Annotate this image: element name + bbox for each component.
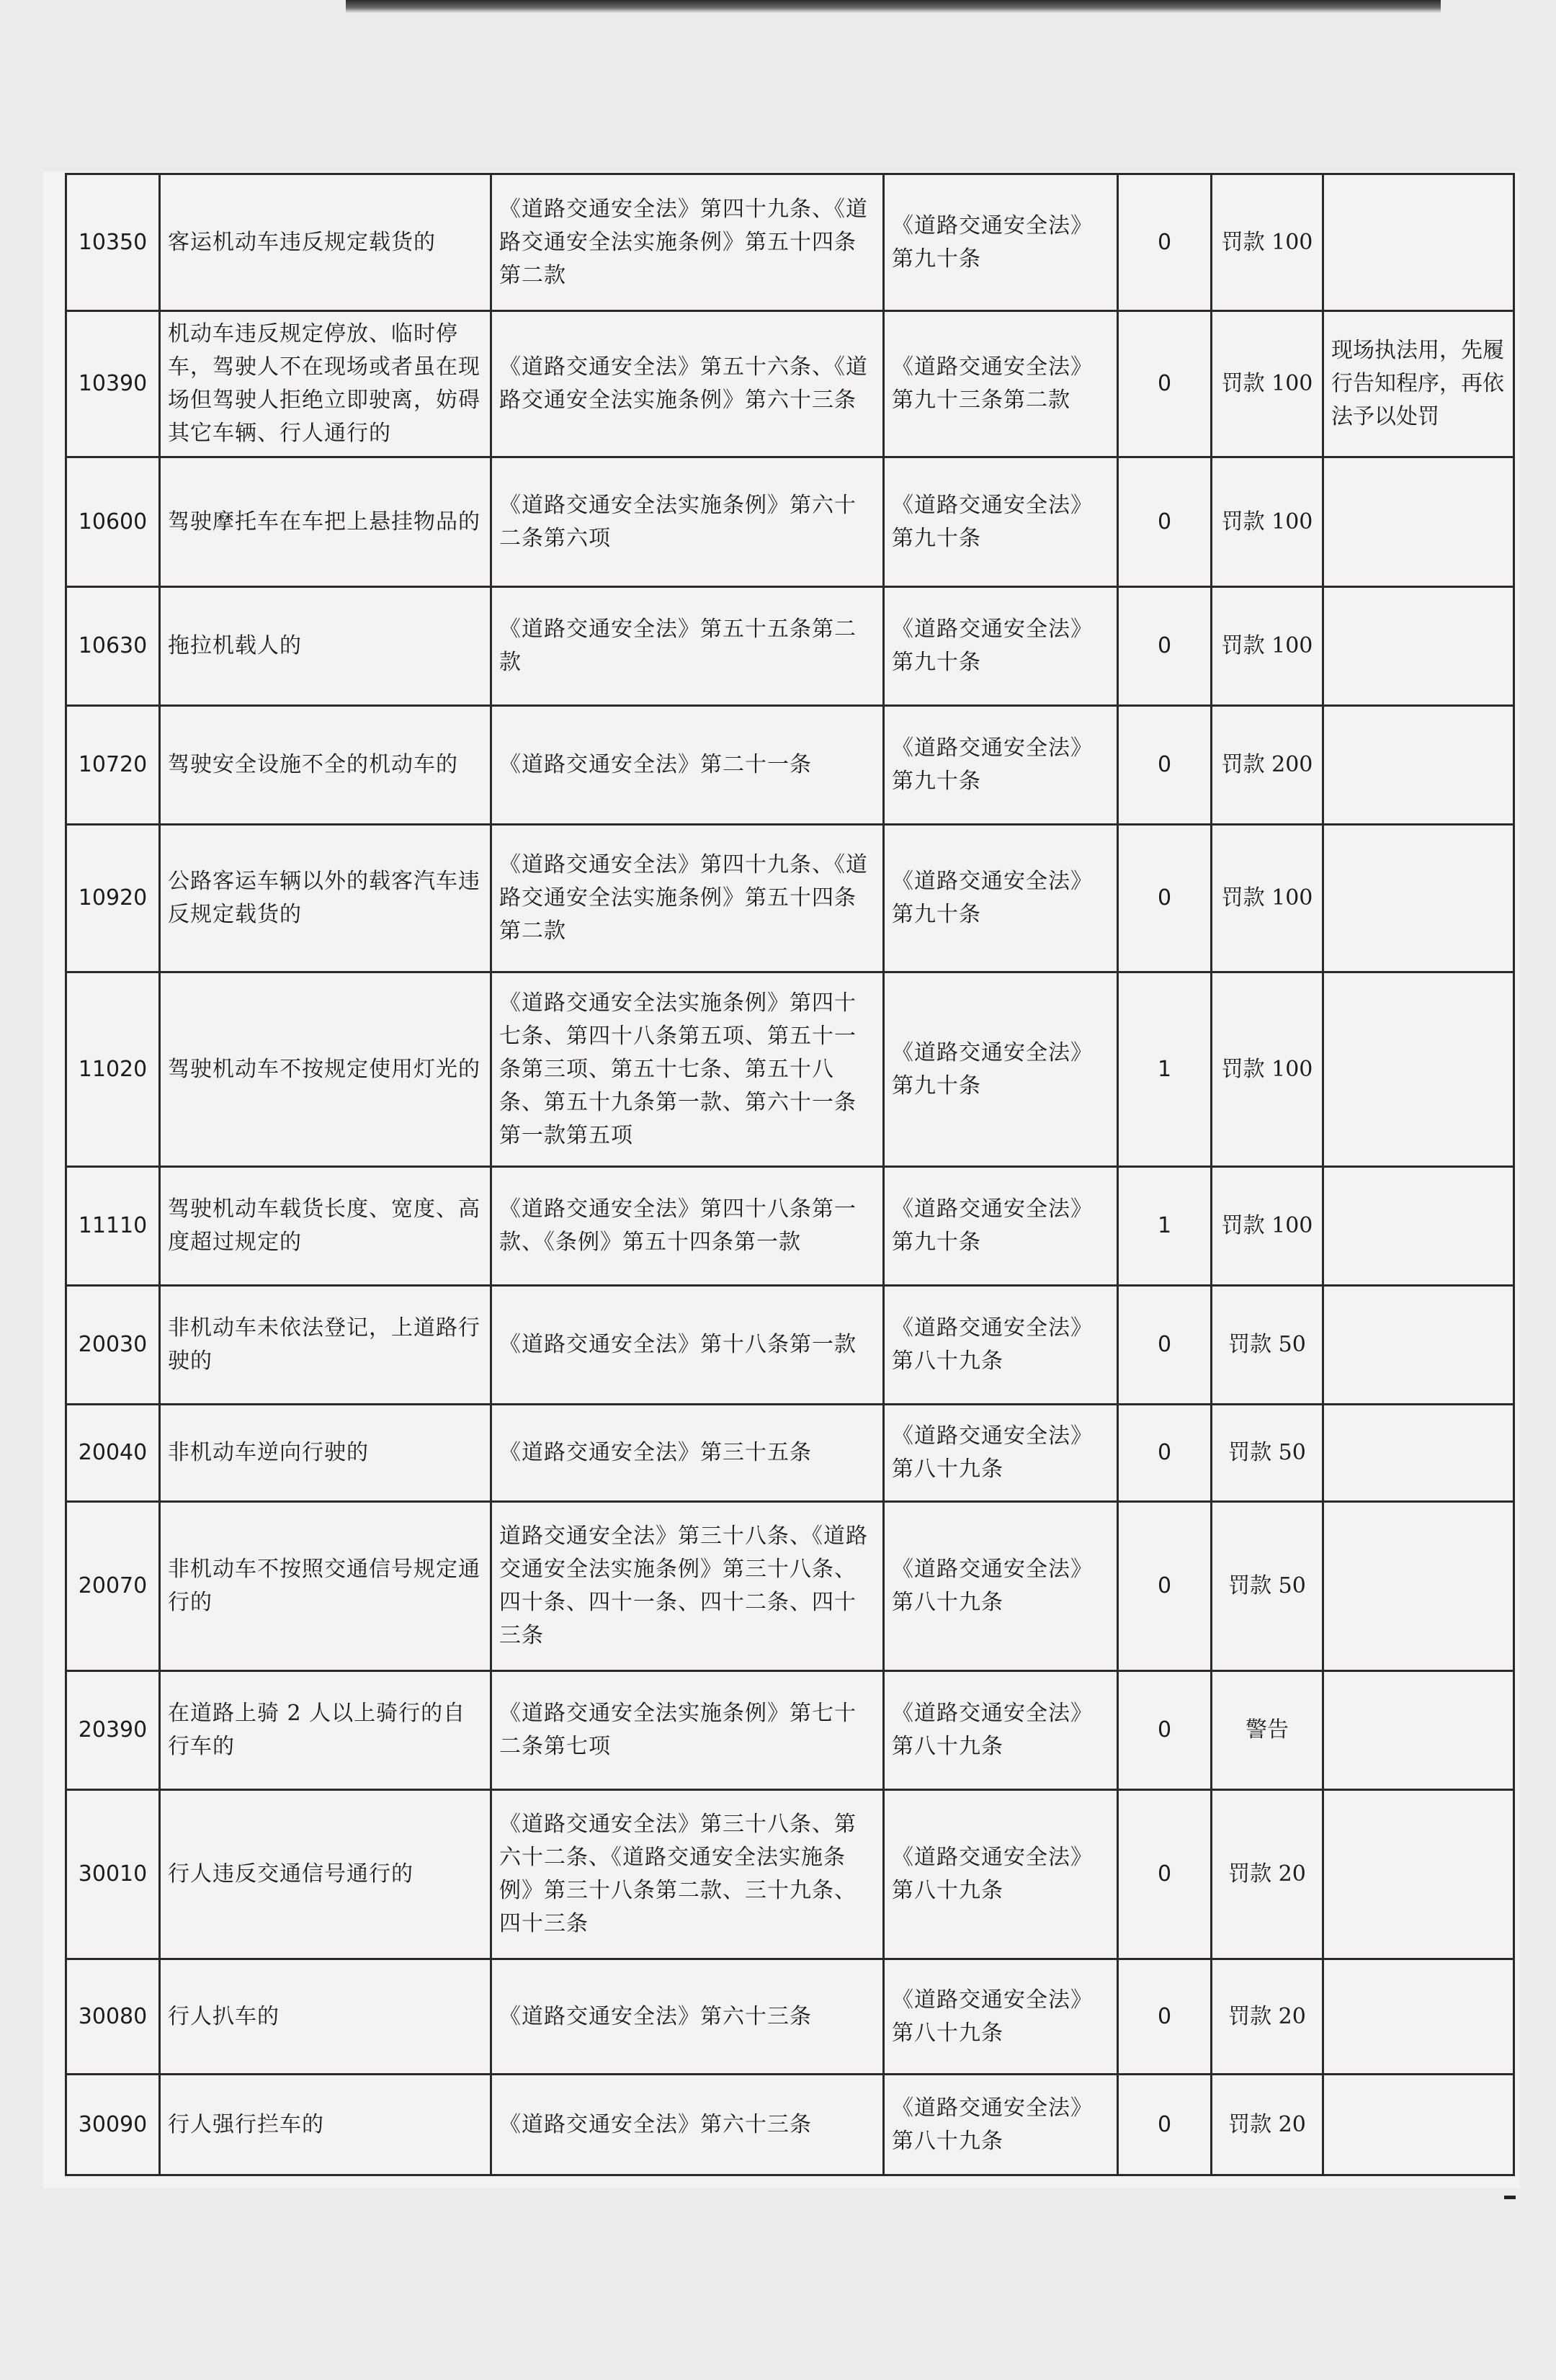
table-row (66, 1790, 1514, 1959)
remarks (1323, 972, 1514, 1167)
penalty-points: 1 (1118, 1167, 1212, 1286)
table-body (66, 174, 1514, 2175)
legal-basis: 《道路交通安全法》第四十八条第一款、《条例》第五十四条第一款 (491, 1167, 884, 1286)
fine-amount: 罚款 50 (1212, 1405, 1323, 1502)
fine-amount: 罚款 100 (1212, 457, 1323, 587)
violation-code: 10600 (66, 457, 160, 587)
violation-table (65, 173, 1515, 2176)
legal-basis: 《道路交通安全法》第四十九条、《道路交通安全法实施条例》第五十四条第二款 (491, 825, 884, 972)
legal-basis: 《道路交通安全法》第五十六条、《道路交通安全法实施条例》第六十三条 (491, 311, 884, 457)
violation-description: 驾驶摩托车在车把上悬挂物品的 (160, 457, 491, 587)
page-corner-mark (1504, 2196, 1516, 2199)
penalty-basis: 《道路交通安全法》第九十条 (884, 587, 1118, 706)
remarks (1323, 706, 1514, 825)
penalty-basis: 《道路交通安全法》第八十九条 (884, 1790, 1118, 1959)
table-row (66, 1286, 1514, 1405)
table-row (66, 1502, 1514, 1671)
penalty-points: 0 (1118, 1286, 1212, 1405)
violation-description: 行人强行拦车的 (160, 2075, 491, 2175)
violation-code: 10350 (66, 174, 160, 311)
penalty-basis: 《道路交通安全法》第九十条 (884, 825, 1118, 972)
violation-description: 拖拉机载人的 (160, 587, 491, 706)
legal-basis: 《道路交通安全法》第二十一条 (491, 706, 884, 825)
violation-code: 11020 (66, 972, 160, 1167)
legal-basis: 《道路交通安全法》第六十三条 (491, 1959, 884, 2075)
table-row (66, 2075, 1514, 2175)
table-row (66, 825, 1514, 972)
legal-basis: 《道路交通安全法》第十八条第一款 (491, 1286, 884, 1405)
remarks (1323, 1790, 1514, 1959)
violation-description: 驾驶安全设施不全的机动车的 (160, 706, 491, 825)
violation-description: 客运机动车违反规定载货的 (160, 174, 491, 311)
penalty-basis: 《道路交通安全法》第九十条 (884, 1167, 1118, 1286)
table-row (66, 174, 1514, 311)
penalty-points: 1 (1118, 972, 1212, 1167)
penalty-points: 0 (1118, 311, 1212, 457)
fine-amount: 警告 (1212, 1671, 1323, 1790)
legal-basis: 《道路交通安全法》第三十八条、第六十二条、《道路交通安全法实施条例》第三十八条第二款、三十九条、四十三条 (491, 1790, 884, 1959)
violation-description: 行人扒车的 (160, 1959, 491, 2075)
fine-amount: 罚款 100 (1212, 311, 1323, 457)
penalty-basis: 《道路交通安全法》第九十条 (884, 457, 1118, 587)
remarks (1323, 457, 1514, 587)
penalty-basis: 《道路交通安全法》第八十九条 (884, 1502, 1118, 1671)
violation-description: 驾驶机动车载货长度、宽度、高度超过规定的 (160, 1167, 491, 1286)
penalty-points: 0 (1118, 706, 1212, 825)
remarks (1323, 1405, 1514, 1502)
violation-code: 20390 (66, 1671, 160, 1790)
violation-description: 在道路上骑 2 人以上骑行的自行车的 (160, 1671, 491, 1790)
penalty-basis: 《道路交通安全法》第九十条 (884, 174, 1118, 311)
penalty-basis: 《道路交通安全法》第九十条 (884, 706, 1118, 825)
table-row (66, 1671, 1514, 1790)
fine-amount: 罚款 20 (1212, 1790, 1323, 1959)
legal-basis: 《道路交通安全法》第三十五条 (491, 1405, 884, 1502)
legal-basis: 《道路交通安全法实施条例》第四十七条、第四十八条第五项、第五十一条第三项、第五十七条、第五十八条、第五十九条第一款、第六十一条第一款第五项 (491, 972, 884, 1167)
table-row (66, 311, 1514, 457)
remarks (1323, 1286, 1514, 1405)
remarks (1323, 587, 1514, 706)
violation-code: 30080 (66, 1959, 160, 2075)
penalty-points: 0 (1118, 1405, 1212, 1502)
fine-amount: 罚款 50 (1212, 1286, 1323, 1405)
table-row (66, 972, 1514, 1167)
violation-description: 非机动车不按照交通信号规定通行的 (160, 1502, 491, 1671)
legal-basis: 《道路交通安全法实施条例》第六十二条第六项 (491, 457, 884, 587)
remarks: 现场执法用，先履行告知程序，再依法予以处罚 (1323, 311, 1514, 457)
legal-basis: 《道路交通安全法》第六十三条 (491, 2075, 884, 2175)
penalty-basis: 《道路交通安全法》第八十九条 (884, 1405, 1118, 1502)
penalty-basis: 《道路交通安全法》第八十九条 (884, 2075, 1118, 2175)
table-row (66, 706, 1514, 825)
fine-amount: 罚款 50 (1212, 1502, 1323, 1671)
violation-description: 行人违反交通信号通行的 (160, 1790, 491, 1959)
penalty-basis: 《道路交通安全法》第九十三条第二款 (884, 311, 1118, 457)
fine-amount: 罚款 100 (1212, 1167, 1323, 1286)
remarks (1323, 1502, 1514, 1671)
table-row (66, 457, 1514, 587)
penalty-points: 0 (1118, 1502, 1212, 1671)
legal-basis: 道路交通安全法》第三十八条、《道路交通安全法实施条例》第三十八条、四十条、四十一条、四十二条、四十三条 (491, 1502, 884, 1671)
violation-code: 10720 (66, 706, 160, 825)
penalty-basis: 《道路交通安全法》第八十九条 (884, 1959, 1118, 2075)
remarks (1323, 1671, 1514, 1790)
page-top-shadow (346, 0, 1441, 13)
table-row (66, 1405, 1514, 1502)
violation-code: 10390 (66, 311, 160, 457)
penalty-points: 0 (1118, 1959, 1212, 2075)
legal-basis: 《道路交通安全法实施条例》第七十二条第七项 (491, 1671, 884, 1790)
legal-basis: 《道路交通安全法》第五十五条第二款 (491, 587, 884, 706)
legal-basis: 《道路交通安全法》第四十九条、《道路交通安全法实施条例》第五十四条第二款 (491, 174, 884, 311)
penalty-points: 0 (1118, 587, 1212, 706)
violation-description: 非机动车逆向行驶的 (160, 1405, 491, 1502)
violation-description: 公路客运车辆以外的载客汽车违反规定载货的 (160, 825, 491, 972)
penalty-points: 0 (1118, 1671, 1212, 1790)
violation-code: 20070 (66, 1502, 160, 1671)
penalty-basis: 《道路交通安全法》第八十九条 (884, 1286, 1118, 1405)
penalty-points: 0 (1118, 457, 1212, 587)
violation-description: 驾驶机动车不按规定使用灯光的 (160, 972, 491, 1167)
violation-code: 10630 (66, 587, 160, 706)
remarks (1323, 174, 1514, 311)
fine-amount: 罚款 100 (1212, 825, 1323, 972)
violation-code: 20040 (66, 1405, 160, 1502)
table-row (66, 587, 1514, 706)
penalty-points: 0 (1118, 825, 1212, 972)
violation-code: 30090 (66, 2075, 160, 2175)
violation-description: 机动车违反规定停放、临时停车，驾驶人不在现场或者虽在现场但驾驶人拒绝立即驶离，妨碍其它车辆、行人通行的 (160, 311, 491, 457)
table-row (66, 1167, 1514, 1286)
fine-amount: 罚款 100 (1212, 972, 1323, 1167)
fine-amount: 罚款 20 (1212, 2075, 1323, 2175)
fine-amount: 罚款 20 (1212, 1959, 1323, 2075)
penalty-basis: 《道路交通安全法》第九十条 (884, 972, 1118, 1167)
remarks (1323, 825, 1514, 972)
fine-amount: 罚款 200 (1212, 706, 1323, 825)
table-row (66, 1959, 1514, 2075)
violation-code: 10920 (66, 825, 160, 972)
penalty-points: 0 (1118, 1790, 1212, 1959)
penalty-points: 0 (1118, 174, 1212, 311)
remarks (1323, 1959, 1514, 2075)
remarks (1323, 1167, 1514, 1286)
fine-amount: 罚款 100 (1212, 174, 1323, 311)
violation-description: 非机动车未依法登记，上道路行驶的 (160, 1286, 491, 1405)
violation-code: 11110 (66, 1167, 160, 1286)
fine-amount: 罚款 100 (1212, 587, 1323, 706)
remarks (1323, 2075, 1514, 2175)
violation-code: 30010 (66, 1790, 160, 1959)
violation-code: 20030 (66, 1286, 160, 1405)
penalty-basis: 《道路交通安全法》第八十九条 (884, 1671, 1118, 1790)
penalty-points: 0 (1118, 2075, 1212, 2175)
